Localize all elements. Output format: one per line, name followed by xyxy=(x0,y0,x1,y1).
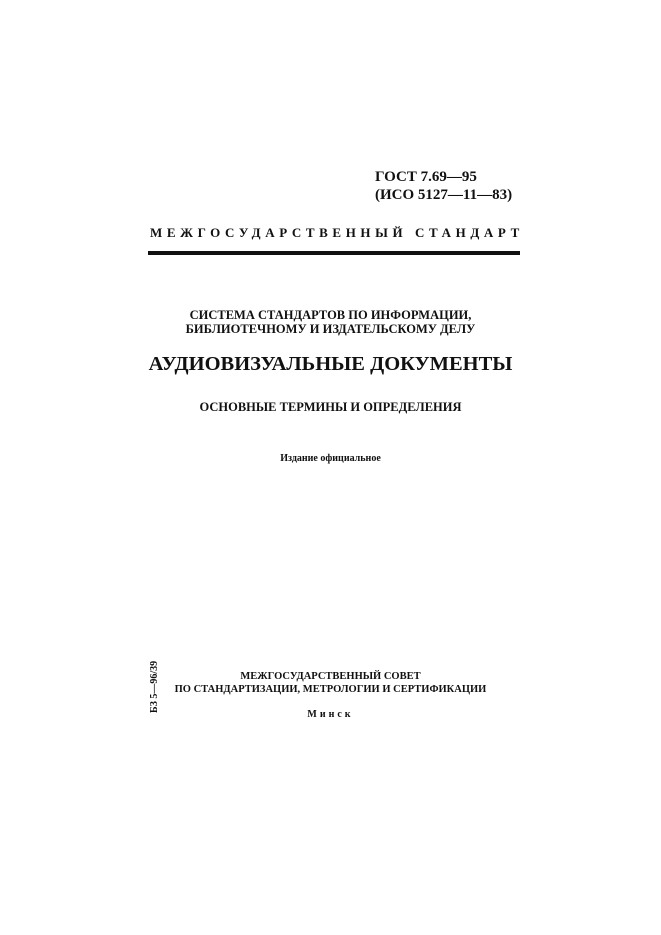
council-line-2: ПО СТАНДАРТИЗАЦИИ, МЕТРОЛОГИИ И СЕРТИФИКАЦИИ xyxy=(174,684,487,695)
system-line-2: БИБЛИОТЕЧНОМУ И ИЗДАТЕЛЬСКОМУ ДЕЛУ xyxy=(185,322,476,336)
standards-system xyxy=(0,308,661,336)
publication-city: Минск xyxy=(307,709,354,720)
heading-rule xyxy=(148,251,520,255)
council-line-1: МЕЖГОСУДАРСТВЕННЫЙ СОВЕТ xyxy=(240,671,421,682)
iso-equivalent: (ИСО 5127—11—83) xyxy=(375,187,513,203)
standard-number: ГОСТ 7.69—95 xyxy=(375,169,477,185)
interstate-standard-heading: МЕЖГОСУДАРСТВЕННЫЙ СТАНДАРТ xyxy=(150,225,524,240)
standard-designation xyxy=(375,168,512,204)
document-subtitle: ОСНОВНЫЕ ТЕРМИНЫ И ОПРЕДЕЛЕНИЯ xyxy=(199,400,462,414)
publisher-council xyxy=(0,670,661,696)
edition-note: Издание официальное xyxy=(280,453,381,464)
document-title: АУДИОВИЗУАЛЬНЫЕ ДОКУМЕНТЫ xyxy=(148,353,513,375)
system-line-1: СИСТЕМА СТАНДАРТОВ ПО ИНФОРМАЦИИ, xyxy=(189,308,472,322)
vertical-catalog-code: БЗ 5—96/39 xyxy=(149,660,160,713)
